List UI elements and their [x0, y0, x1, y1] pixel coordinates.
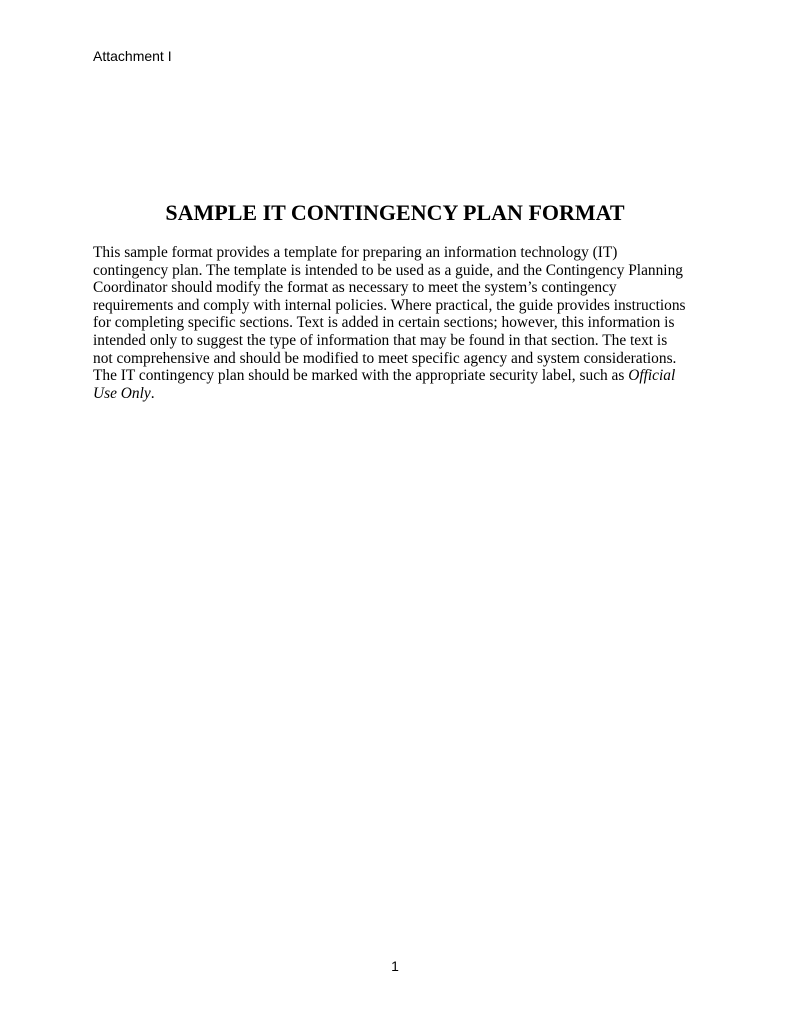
paragraph-line: intended only to suggest the type of information that may be found in that section. The text is	[93, 331, 668, 349]
paragraph-line: contingency plan. The template is intended to be used as a guide, and the Contingency Planning	[93, 261, 683, 279]
paragraph-line: not comprehensive and should be modified to meet specific agency and system considerations.	[93, 349, 677, 367]
paragraph-line	[93, 385, 703, 403]
attachment-label: Attachment I	[93, 48, 172, 64]
paragraph-line	[93, 367, 703, 385]
page-number: 1	[391, 958, 399, 974]
paragraph-line: Coordinator should modify the format as necessary to meet the system’s contingency	[93, 279, 617, 297]
intro-paragraph	[93, 244, 703, 402]
paragraph-text: .	[150, 384, 155, 402]
paragraph-line: for completing specific sections. Text is added in certain sections; however, this information is	[93, 314, 675, 332]
paragraph-text: The IT contingency plan should be marked with the appropriate security label, such as	[93, 367, 629, 385]
paragraph-line: requirements and comply with internal policies. Where practical, the guide provides instructions	[93, 296, 686, 314]
document-title: SAMPLE IT CONTINGENCY PLAN FORMAT	[165, 200, 625, 225]
security-label-italic: Official	[628, 367, 676, 385]
security-label-italic: Use Only	[93, 384, 151, 402]
paragraph-line: This sample format provides a template for preparing an information technology (IT)	[93, 244, 618, 261]
